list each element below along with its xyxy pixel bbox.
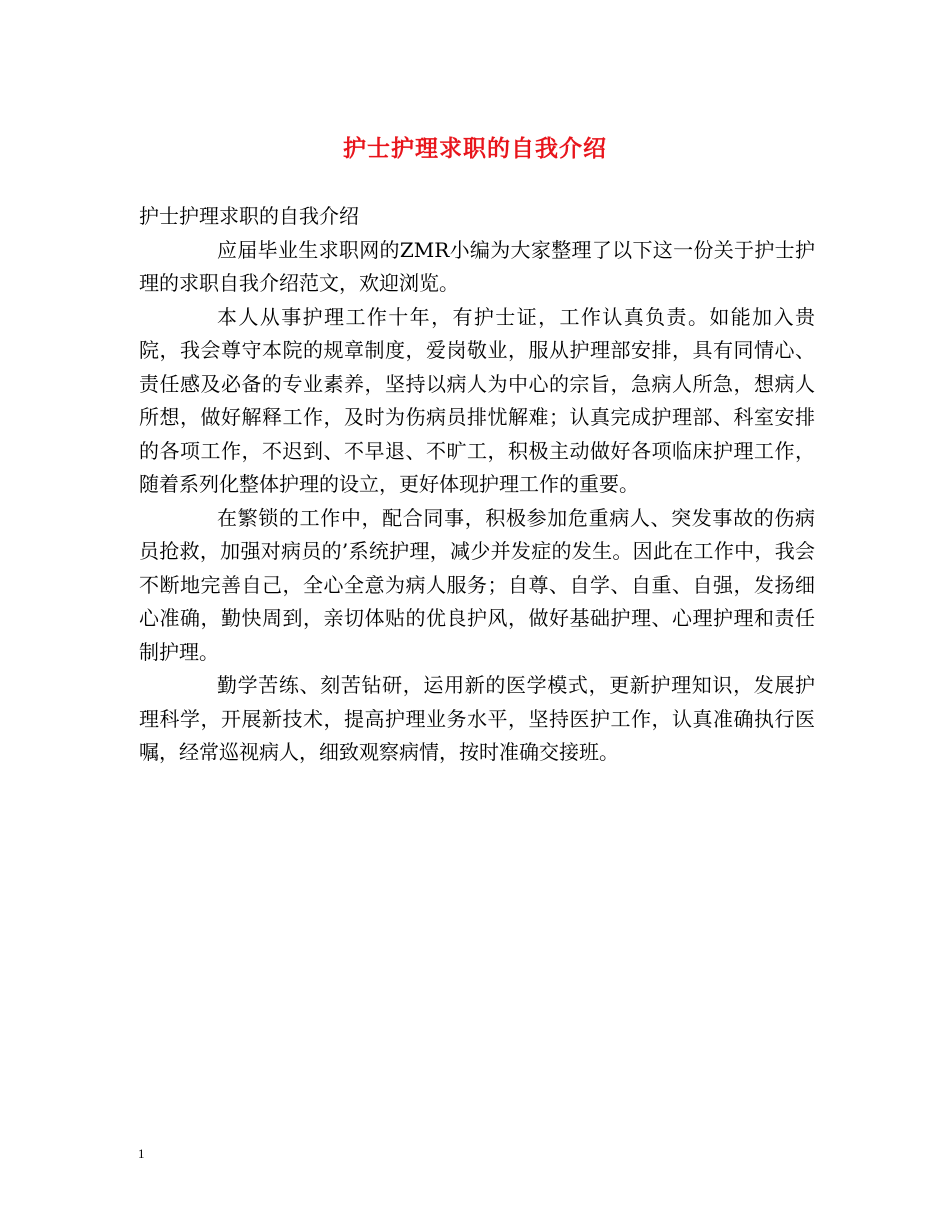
document-subtitle: 护士护理求职的自我介绍: [139, 204, 359, 228]
paragraph-study: 勤学苦练、刻苦钻研，运用新的医学模式，更新护理知识，发展护理科学，开展新技术，提高护理业务水平，坚持医护工作，认真准确执行医嘱，经常巡视病人，细致观察病情，按时准确交接班。: [139, 673, 815, 764]
document-title: 护士护理求职的自我介绍: [343, 135, 607, 162]
paragraph-intro: 应届毕业生求职网的ZMR小编为大家整理了以下这一份关于护士护理的求职自我介绍范文，欢迎浏览。: [139, 237, 815, 295]
document-body: [139, 200, 815, 770]
paragraph-teamwork: 在繁锁的工作中，配合同事，积极参加危重病人、突发事故的伤病员抢救，加强对病员的’系统护理，减少并发症的发生。因此在工作中，我会不断地完善自己，全心全意为病人服务；自尊、自学、自重、自强，发扬细心准确，勤快周到，亲切体贴的优良护风，做好基础护理、心理护理和责任制护理。: [139, 505, 815, 664]
paragraph-experience: 本人从事护理工作十年，有护士证，工作认真负责。如能加入贵院，我会尊守本院的规章制度，爱岗敬业，服从护理部安排，具有同情心、责任感及必备的专业素养，坚持以病人为中心的宗旨，急病人所急，想病人所想，做好解释工作，及时为伤病员排忧解难；认真完成护理部、科室安排的各项工作，不迟到、不早退、不旷工，积极主动做好各项临床护理工作，随着系列化整体护理的设立，更好体现护理工作的重要。: [139, 304, 815, 496]
page-number: 1: [138, 1146, 145, 1161]
